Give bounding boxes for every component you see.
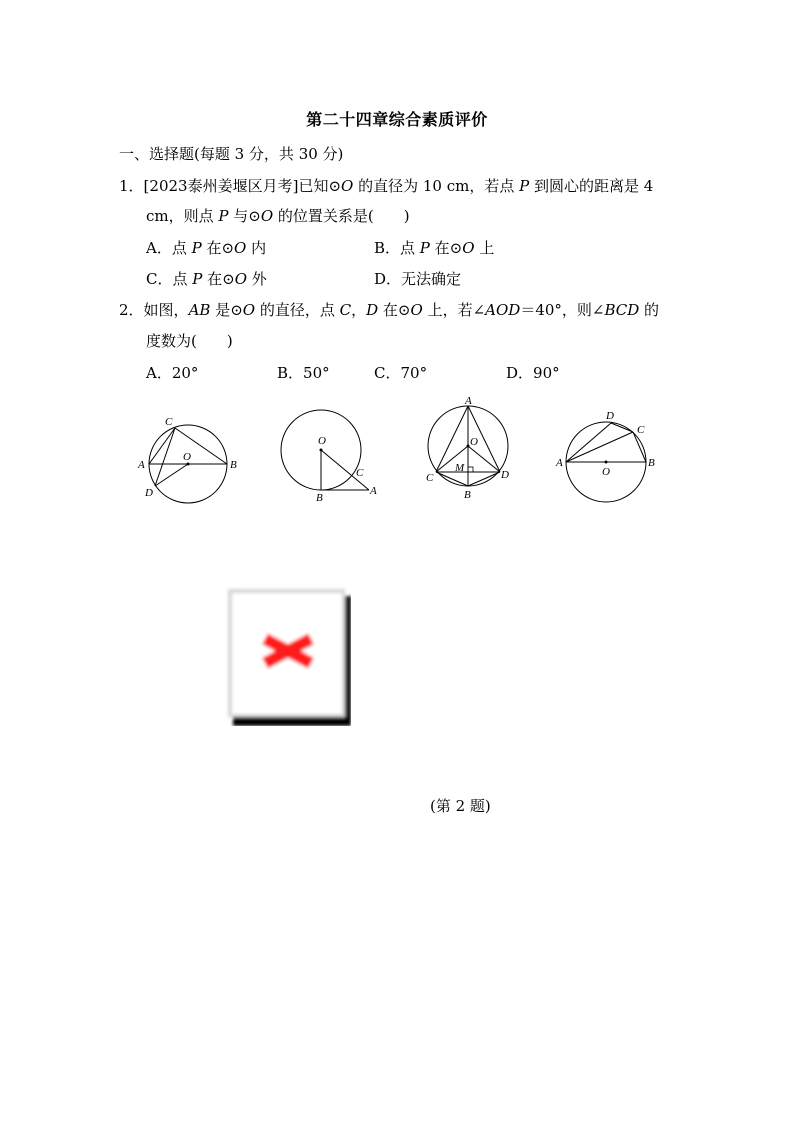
chord-ac bbox=[566, 432, 633, 462]
question-text: 的直径，点 bbox=[255, 301, 340, 319]
q1-option-a bbox=[146, 238, 266, 258]
question-source: [2023泰州姜堰区月考] bbox=[143, 177, 299, 195]
right-angle-mark bbox=[468, 467, 473, 472]
figure-3-circle-diagram bbox=[420, 393, 520, 505]
q2-option-b: B．50° bbox=[277, 364, 330, 382]
option-text: 在⊙ bbox=[202, 270, 235, 288]
q2-option-a: A．20° bbox=[146, 364, 199, 382]
question-number: 1． bbox=[119, 177, 144, 195]
question-text: 的直径为 10 cm，若点 bbox=[353, 177, 520, 195]
label-a: A bbox=[138, 459, 145, 471]
variable-o: O bbox=[234, 239, 247, 257]
chord-db bbox=[468, 472, 500, 486]
q1-option-b bbox=[374, 238, 494, 258]
question-text: 到圆心的距离是 4 bbox=[529, 177, 654, 195]
variable-p: P bbox=[419, 239, 430, 257]
variable-o: O bbox=[242, 301, 256, 319]
variable-o: O bbox=[462, 239, 475, 257]
center-dot bbox=[605, 461, 608, 464]
label-b: B bbox=[316, 492, 323, 504]
label-c: C bbox=[165, 416, 173, 428]
variable-p: P bbox=[192, 270, 203, 288]
broken-image-placeholder bbox=[225, 586, 351, 726]
chord-ad bbox=[566, 423, 611, 462]
label-o: O bbox=[470, 436, 478, 448]
label-c: C bbox=[356, 467, 364, 479]
label-c: C bbox=[426, 472, 434, 484]
section-heading: 一、选择题(每题 3 分，共 30 分) bbox=[119, 145, 344, 163]
question-text: 是⊙ bbox=[210, 301, 243, 319]
variable-c: C bbox=[339, 301, 352, 319]
variable-o: O bbox=[260, 207, 274, 225]
chord-cb bbox=[436, 472, 468, 486]
q2-option-c: C．70° bbox=[374, 364, 428, 382]
q1-option-c bbox=[146, 269, 267, 289]
segment-do bbox=[155, 464, 188, 486]
question-text: cm，则点 bbox=[146, 207, 219, 225]
figure-2-circle-diagram bbox=[270, 404, 385, 504]
question-text: ＝40°，则∠ bbox=[520, 301, 605, 319]
q1-option-d bbox=[374, 269, 461, 289]
question-2-line-2: 度数为( ) bbox=[146, 332, 233, 350]
variable-o: O bbox=[410, 301, 423, 319]
question-text: 上，若∠ bbox=[422, 301, 486, 319]
question-1-line-1 bbox=[119, 176, 653, 196]
label-d: D bbox=[606, 410, 614, 422]
label-m: M bbox=[455, 462, 465, 474]
question-text: 在⊙ bbox=[378, 301, 411, 319]
label-b: B bbox=[648, 457, 655, 469]
variable-d: D bbox=[366, 301, 379, 319]
question-text: 与⊙ bbox=[228, 207, 261, 225]
label-a: A bbox=[465, 395, 472, 407]
label-a: A bbox=[370, 485, 377, 497]
label-c: C bbox=[637, 424, 645, 436]
variable-o: O bbox=[234, 270, 247, 288]
question-2-line-1 bbox=[119, 300, 659, 320]
question-text: 如图， bbox=[143, 301, 189, 319]
option-text: 在⊙ bbox=[201, 239, 235, 257]
option-text: 外 bbox=[247, 270, 267, 288]
label-b: B bbox=[464, 489, 471, 501]
variable-aod: AOD bbox=[485, 301, 521, 319]
variable-bcd: BCD bbox=[604, 301, 640, 319]
variable-p: P bbox=[191, 239, 202, 257]
label-d: D bbox=[501, 469, 509, 481]
variable-p: P bbox=[218, 207, 229, 225]
option-label: B．点 bbox=[374, 239, 420, 257]
chord-cd bbox=[155, 428, 175, 486]
chord-cb bbox=[633, 432, 646, 462]
option-text: 内 bbox=[246, 239, 267, 257]
figure-4-circle-diagram bbox=[553, 405, 663, 505]
q2-option-d: D．90° bbox=[506, 364, 560, 382]
question-number: 2． bbox=[119, 301, 144, 319]
page-title: 第二十四章综合素质评价 bbox=[306, 110, 488, 129]
broken-image-icon bbox=[225, 586, 351, 726]
label-o: O bbox=[183, 451, 191, 463]
label-a: A bbox=[556, 457, 563, 469]
question-1-line-2 bbox=[146, 206, 410, 226]
question-text: 的 bbox=[639, 301, 660, 319]
option-text: 在⊙ bbox=[429, 239, 463, 257]
option-label: C．点 bbox=[146, 270, 193, 288]
label-o: O bbox=[318, 435, 326, 447]
center-dot bbox=[320, 449, 323, 452]
variable-p: P bbox=[519, 177, 530, 195]
variable-o: O bbox=[341, 177, 354, 195]
option-text: 上 bbox=[474, 239, 495, 257]
variable-ab: AB bbox=[188, 301, 211, 319]
figure-1-circle-diagram bbox=[135, 412, 245, 507]
question-text: 的位置关系是( ) bbox=[273, 207, 410, 225]
option-label: D．无法确定 bbox=[374, 270, 462, 288]
label-d: D bbox=[145, 487, 153, 499]
chord-dc bbox=[611, 423, 633, 432]
label-b: B bbox=[230, 459, 237, 471]
question-text: 已知⊙ bbox=[298, 177, 342, 195]
option-label: A．点 bbox=[146, 239, 192, 257]
label-o: O bbox=[602, 466, 610, 478]
figure-caption: (第 2 题) bbox=[430, 797, 491, 815]
question-text: ， bbox=[351, 301, 367, 319]
